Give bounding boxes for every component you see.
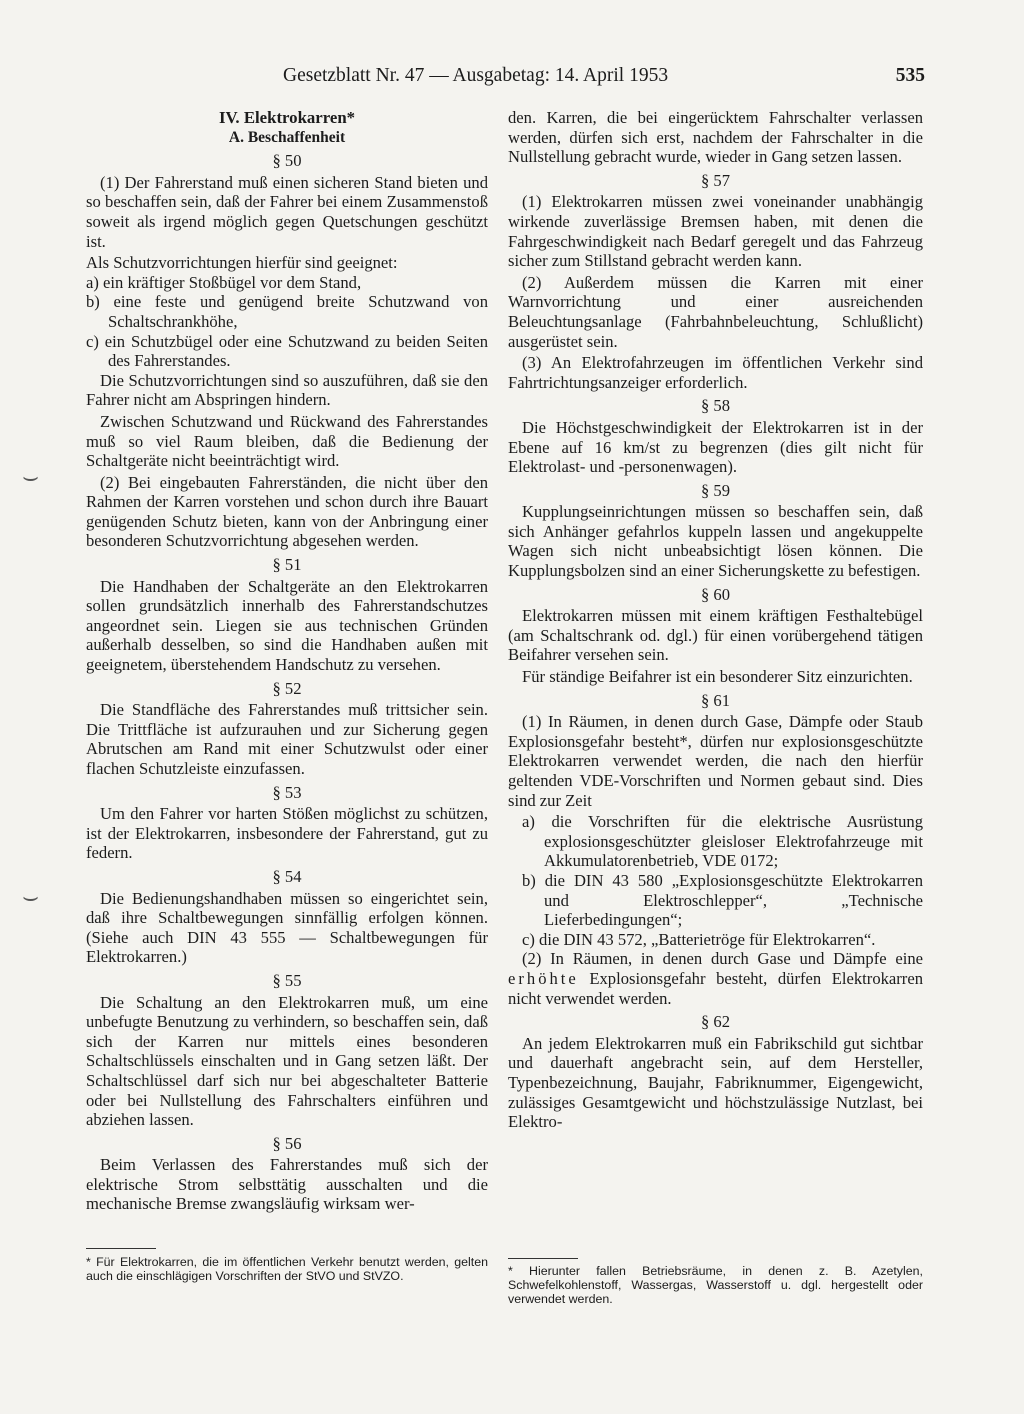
section-57-title: § 57	[700, 170, 731, 190]
section-56-continuation: den. Karren, die bei eingerücktem Fahrschalter verlassen werden, dürfen sich erst, nachdem der Fahrschalter in die Nullstellung gebracht wurde, wieder in Gang setzen lassen.	[508, 108, 923, 167]
margin-mark-1: ⌣	[22, 462, 40, 492]
section-56-title: § 56	[272, 1133, 302, 1153]
section-52-para-1: Die Standfläche des Fahrerstandes muß trittsicher sein. Die Trittfläche ist aufzurauhen und zur Sicherung gegen Abrutschen am Rand mit einer Schutzwulst oder einer flachen Schutzleiste einzufassen.	[86, 700, 488, 778]
section-55-title: § 55	[272, 970, 302, 990]
section-57-para-1: (1) Elektrokarren müssen zwei voneinander unabhängig wirkende zuverlässige Bremsen haben, mit denen die Fahrgeschwindigkeit nach Bedarf geregelt und das Fahrzeug sicher zum Stillstand gebracht werden kann.	[508, 192, 923, 271]
page-header	[283, 64, 925, 88]
section-53-title: § 53	[272, 782, 302, 802]
section-53-para-1: Um den Fahrer vor harten Stößen möglichst zu schützen, ist der Elektrokarren, insbesondere der Fahrerstand, gut zu federn.	[86, 804, 488, 863]
left-footnote: * Für Elektrokarren, die im öffentlichen Verkehr benutzt werden, gelten auch die einschlägigen Vorschriften der StVO und StVZO.	[86, 1255, 488, 1283]
section-51-para-1: Die Handhaben der Schaltgeräte an den Elektrokarren sollen grundsätzlich innerhalb des Fahrerstandschutzes angeordnet sein. Liegen sie aus technischen Gründen außerhalb desselben, so sind die Handhaben außen mit geeignetem, überstehendem Handschutz zu versehen.	[86, 576, 488, 675]
section-61-item-b: b) die DIN 43 580 „Explosionsgeschützte Elektrokarren und Elektroschlepper“, „Technische Lieferbedingungen“;	[522, 870, 923, 930]
section-62-title: § 62	[700, 1012, 731, 1032]
section-58-para-1: Die Höchstgeschwindigkeit der Elektrokarren ist in der Ebene auf 16 km/st zu begrenzen (dies gilt nicht für Elektrolast- und -personenwagen).	[508, 417, 923, 477]
section-59-para-1: Kupplungseinrichtungen müssen so beschaffen sein, daß sich Anhänger gefahrlos kuppeln lassen und angekuppelte Wagen sich nicht unbeabsichtigt lösen können. Die Kupplungsbolzen sind an einer Sicherungskette zu befestigen.	[508, 502, 923, 581]
right-footnote-rule	[508, 1258, 578, 1259]
section-57-para-2: (2) Außerdem müssen die Karren mit einer Warnvorrichtung und einer ausreichenden Beleuchtungsanlage (Fahrbahnbeleuchtung, Schlußlicht) ausgerüstet sein.	[508, 272, 923, 351]
left-column	[86, 108, 488, 1216]
section-50-item-c: c) ein Schutzbügel oder eine Schutzwand zu beiden Seiten des Fahrerstandes.	[86, 331, 488, 371]
section-50-para-4: Zwischen Schutzwand und Rückwand des Fahrerstandes muß so viel Raum bleiben, daß die Bedienung der Schaltgeräte nicht beeinträchtigt wird.	[86, 411, 488, 471]
section-54-para-1: Die Bedienungshandhaben müssen so eingerichtet sein, daß ihre Schaltbewegungen sinnfällig erfolgen können. (Siehe auch DIN 43 555 — Schaltbewegungen für Elektrokarren.)	[86, 888, 488, 967]
section-50-title: § 50	[272, 151, 302, 171]
section-50-para-1: (1) Der Fahrerstand muß einen sicheren Stand bieten und so beschaffen sein, daß der Fahrer bei einem Zusammenstoß soweit als irgend möglich gegen Quetschungen geschützt ist.	[86, 172, 488, 251]
section-59-title: § 59	[700, 480, 731, 500]
section-61-para-2	[508, 949, 923, 1008]
section-50-para-3: Die Schutzvorrichtungen sind so auszuführen, daß sie den Fahrer nicht am Abspringen hindern.	[86, 370, 488, 410]
section-60-para-2: Für ständige Beifahrer ist ein besonderer Sitz einzurichten.	[522, 667, 913, 687]
section-61-para-2-start: (2) In Räumen, in denen durch Gase und Dämpfe eine	[522, 949, 923, 969]
section-55-para-1: Die Schaltung an den Elektrokarren muß, um eine unbefugte Benutzung zu verhindern, so beschaffen sein, daß sich der Karren nur mittels eines besonderen Schaltschlüssels einschalten und in Gang setzen läßt. Der Schaltschlüssel darf sich nur bei abgeschalteter Batterie oder bei Nullstellung des Fahrschalters einführen und abziehen lassen.	[86, 992, 488, 1130]
page-number: 535	[895, 65, 925, 86]
section-50-para-2: Als Schutzvorrichtungen hierfür sind geeignet:	[86, 253, 398, 273]
section-61-para-1: (1) In Räumen, in denen durch Gase, Dämpfe oder Staub Explosionsgefahr besteht*, dürfen nur explosionsgeschützte Elektrokarren verwendet werden, die nach den hierfür geltenden VDE-Vorschriften und Normen gebaut sind. Dies sind zur Zeit	[508, 712, 923, 810]
section-61-para-2-end: Explosionsgefahr besteht, dürfen Elektrokarren nicht verwendet werden.	[508, 968, 923, 1008]
section-60-para-1: Elektrokarren müssen mit einem kräftigen Festhaltebügel (am Schaltschrank od. dgl.) für einen vorübergehend tätigen Beifahrer versehen sein.	[508, 606, 923, 665]
section-62-para-1: An jedem Elektrokarren muß ein Fabrikschild gut sichtbar und dauerhaft angebracht sein, auf dem Hersteller, Typenbezeichnung, Baujahr, Fabriknummer, Eigengewicht, zulässiges Gesamtgewicht und höchstzulässige Nutzlast, bei Elektro-	[508, 1033, 923, 1132]
section-50-item-a: a) ein kräftiger Stoßbügel vor dem Stand,	[86, 272, 362, 292]
section-54-title: § 54	[272, 866, 302, 886]
right-column	[508, 108, 923, 1134]
chapter-subheading: A. Beschaffenheit	[228, 128, 346, 146]
section-57-para-3: (3) An Elektrofahrzeugen im öffentlichen Verkehr sind Fahrtrichtungsanzeiger erforderlich.	[508, 353, 923, 392]
section-50-item-b: b) eine feste und genügend breite Schutzwand von Schaltschrankhöhe,	[86, 292, 488, 331]
margin-mark-2: ⌣	[22, 882, 40, 912]
header-title: Gesetzblatt Nr. 47 — Ausgabetag: 14. April 1953	[283, 65, 669, 86]
section-58-title: § 58	[700, 396, 731, 416]
chapter-heading: IV. Elektrokarren*	[218, 108, 356, 127]
section-61-title: § 61	[700, 690, 731, 710]
section-60-title: § 60	[700, 584, 731, 604]
section-56-para-1: Beim Verlassen des Fahrerstandes muß sich der elektrische Strom selbsttätig ausschalten und die mechanische Bremse zwangsläufig wirksam wer-	[86, 1155, 488, 1214]
section-50-para-5: (2) Bei eingebauten Fahrerständen, die nicht über den Rahmen der Karren vorstehen und schon durch ihre Bauart genügenden Schutz bieten, kann von der Anbringung einer besonderen Schutzvorrichtung abgesehen werden.	[86, 472, 488, 551]
section-51-title: § 51	[272, 555, 302, 575]
section-52-title: § 52	[272, 678, 302, 698]
section-61-item-a: a) die Vorschriften für die elektrische Ausrüstung explosionsgeschützter gleisloser Elektrofahrzeuge mit Akkumulatorenbetrieb, VDE 0172;	[522, 812, 923, 871]
section-61-item-c: c) die DIN 43 572, „Batterietröge für Elektrokarren“.	[522, 929, 876, 949]
left-footnote-rule	[86, 1248, 156, 1249]
right-footnote: * Hierunter fallen Betriebsräume, in denen z. B. Azetylen, Schwefelkohlenstoff, Wassergas, Wasserstoff u. dgl. hergestellt oder verwendet werden.	[508, 1264, 923, 1306]
section-61-para-2-emphasis: erhöhte	[508, 968, 579, 988]
